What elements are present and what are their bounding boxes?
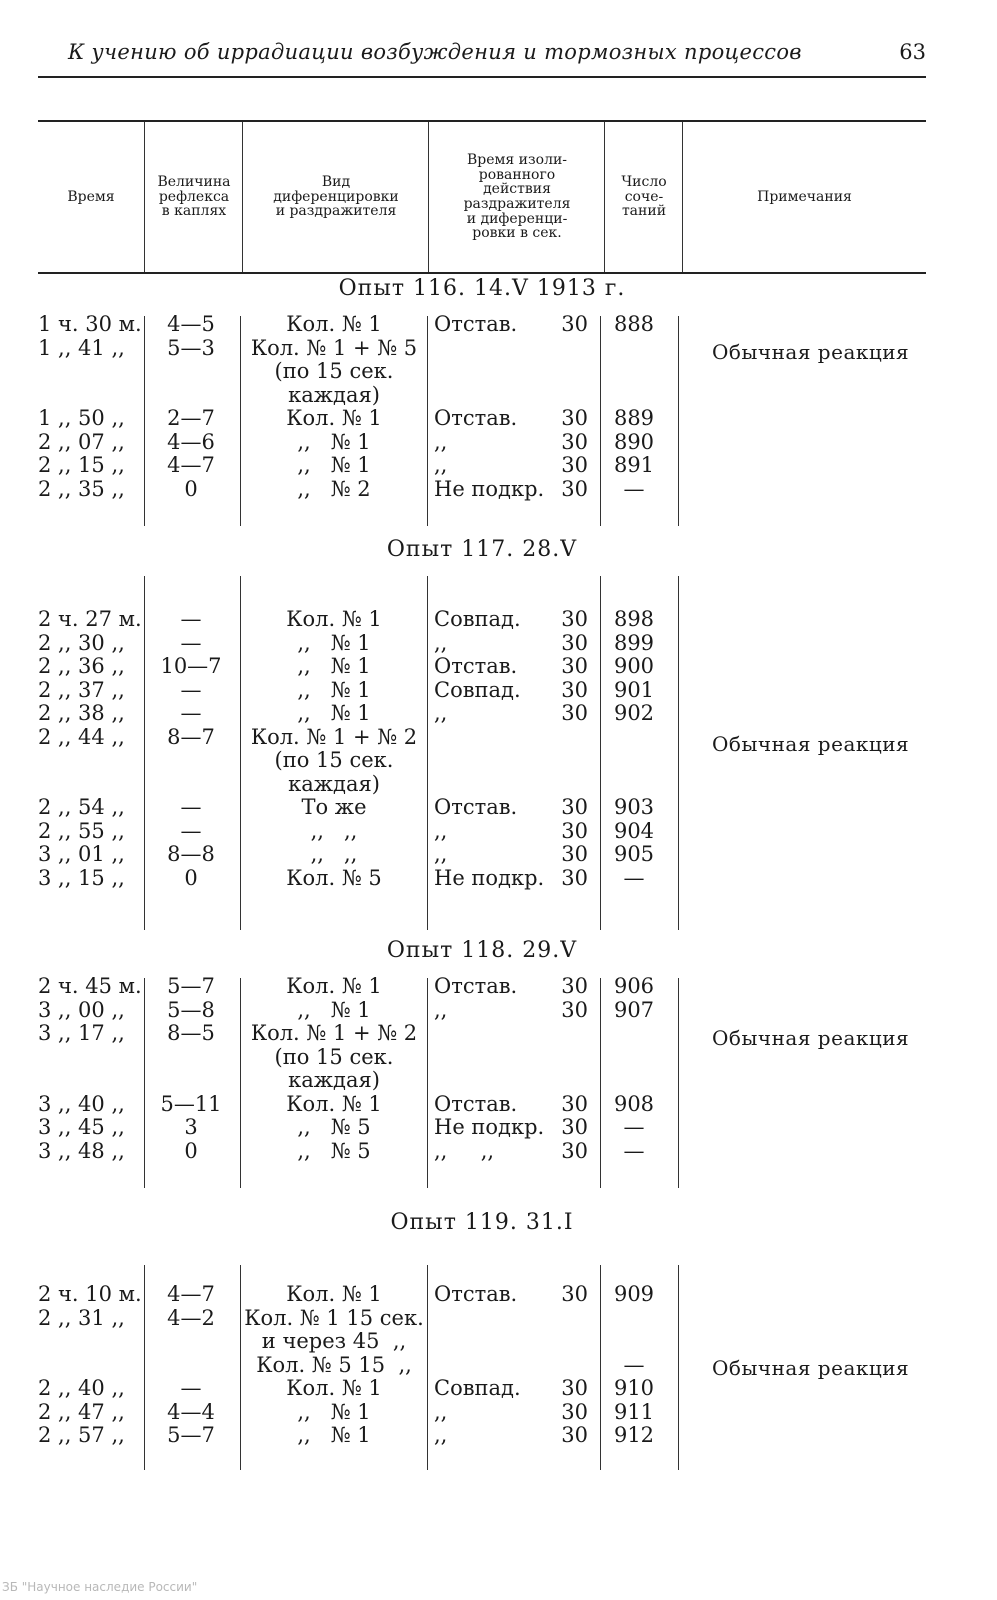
cell-kind: Кол. № 1 (286, 1376, 382, 1400)
column-rule (240, 1265, 241, 1470)
cell-action: ,, (434, 453, 448, 477)
cell-action: ,, (434, 997, 448, 1022)
column-rule (427, 316, 428, 526)
cell-kind: ,, № 1 (297, 630, 371, 655)
cell-secs: 30 (561, 1138, 588, 1163)
cell-action: Отстав. (434, 795, 518, 819)
cell-time: 3 ,, 15 ,, (38, 865, 125, 890)
column-rule (144, 316, 145, 526)
cell-kind: ,, № 2 (297, 476, 371, 501)
cell-time: 3 ,, 40 ,, (38, 1091, 125, 1116)
column-rule (427, 978, 428, 1188)
header-duration: Время изоли- рованного действия раздражителя и диференци- ровки в сек. (463, 151, 571, 242)
experiment-note: Обычная реакция (712, 732, 910, 756)
cell-count: — (623, 1115, 645, 1139)
cell-count: 891 (613, 453, 655, 477)
cell-count: 902 (613, 701, 655, 725)
column-rule (240, 978, 241, 1188)
cell-reflex: 5—7 (167, 974, 215, 998)
cell-reflex: 8—7 (167, 724, 215, 749)
cell-kind: ,, № 1 (297, 677, 371, 702)
cell-count: 904 (613, 818, 655, 843)
cell-action: ,, (434, 429, 448, 454)
cell-time: 2 ,, 57 ,, (38, 1423, 125, 1447)
cell-secs: 30 (561, 429, 588, 454)
cell-action: ,, (434, 842, 448, 866)
cell-kind: ,, № 1 (297, 1423, 371, 1447)
cell-time: 2 ,, 31 ,, (38, 1305, 125, 1330)
cell-action: ,, (434, 701, 448, 725)
cell-secs: 30 (561, 842, 588, 866)
cell-kind: ,, № 1 (297, 654, 371, 678)
cell-time: 2 ,, 37 ,, (38, 677, 125, 702)
cell-reflex: 3 (184, 1115, 198, 1139)
cell-count: 912 (613, 1423, 655, 1447)
cell-secs: 30 (561, 1115, 588, 1139)
cell-time: 3 ,, 48 ,, (38, 1138, 125, 1163)
cell-count: 898 (613, 607, 655, 631)
experiment-title: Опыт 116. 14.V 1913 г. (338, 276, 626, 301)
cell-count: 906 (613, 974, 655, 998)
cell-kind: ,, № 5 (297, 1138, 371, 1163)
column-rule (600, 316, 601, 526)
cell-count: 889 (613, 406, 655, 430)
cell-time: 3 ,, 45 ,, (38, 1115, 125, 1139)
cell-count: 909 (613, 1282, 655, 1306)
cell-reflex: 0 (184, 1138, 198, 1163)
cell-action: ,, (434, 630, 448, 655)
cell-secs: 30 (561, 974, 588, 998)
cell-action: Отстав. (434, 654, 518, 678)
cell-time: 1 ,, 50 ,, (38, 406, 125, 430)
cell-action: ,, (434, 1423, 448, 1447)
cell-kind: Кол. № 1 (286, 312, 382, 336)
cell-reflex: 2—7 (167, 406, 215, 430)
cell-action: Совпад. (434, 677, 521, 702)
cell-secs: 30 (561, 701, 588, 725)
cell-time: 2 ,, 30 ,, (38, 630, 125, 655)
cell-reflex: — (180, 818, 202, 843)
column-rule (427, 1265, 428, 1470)
cell-kind: каждая) (288, 771, 380, 796)
header-reflex: Величина рефлекса в каплях (157, 173, 231, 220)
cell-action: Не подкр. (434, 1115, 545, 1139)
cell-count: 888 (613, 312, 655, 336)
cell-action: Совпад. (434, 607, 521, 631)
running-title: К учению об иррадиации возбуждения и тормозных процессов (68, 40, 802, 64)
cell-time: 2 ,, 55 ,, (38, 818, 125, 843)
cell-action: ,, (434, 818, 448, 843)
cell-reflex: 8—8 (167, 842, 215, 866)
cell-kind: каждая) (288, 382, 380, 407)
cell-kind: Кол. № 1 + № 5 (250, 335, 418, 360)
experiment-title: Опыт 117. 28.V (386, 537, 578, 562)
cell-reflex: 0 (184, 865, 198, 890)
cell-kind: Кол. № 1 (286, 607, 382, 631)
header-notes: Примечания (757, 188, 852, 205)
cell-kind: Кол. № 5 (286, 865, 382, 890)
cell-action: Отстав. (434, 974, 518, 998)
cell-action: ,, (434, 1399, 448, 1424)
experiment-note: Обычная реакция (712, 1356, 910, 1380)
cell-secs: 30 (561, 1399, 588, 1424)
cell-reflex: 0 (184, 476, 198, 501)
cell-kind: ,, ,, (310, 818, 358, 843)
column-rule (600, 978, 601, 1188)
cell-kind: Кол. № 1 + № 2 (250, 1021, 418, 1045)
cell-secs: 30 (561, 312, 588, 336)
cell-count: 908 (613, 1091, 655, 1116)
cell-secs: 30 (561, 630, 588, 655)
column-rule (240, 316, 241, 526)
cell-count: — (623, 865, 645, 890)
cell-count: 899 (613, 630, 655, 655)
cell-action: ,, ,, (434, 1138, 495, 1163)
cell-time: 3 ,, 17 ,, (38, 1021, 125, 1045)
header-count: Число соче- таний (621, 173, 667, 220)
cell-kind: (по 15 сек. (274, 1044, 394, 1069)
cell-time: 2 ч. 10 м. (38, 1282, 142, 1306)
experiment-note: Обычная реакция (712, 1026, 910, 1050)
running-header (38, 36, 926, 78)
cell-action: Отстав. (434, 1091, 518, 1116)
cell-time: 2 ,, 47 ,, (38, 1399, 125, 1424)
cell-kind: ,, № 1 (297, 997, 371, 1022)
cell-action: Отстав. (434, 312, 518, 336)
header-time: Время (67, 188, 115, 205)
cell-time: 1 ,, 41 ,, (38, 335, 125, 360)
cell-kind: ,, № 1 (297, 701, 371, 725)
cell-time: 1 ч. 30 м. (38, 312, 142, 336)
cell-kind: Кол. № 1 (286, 406, 382, 430)
column-rule (600, 1265, 601, 1470)
cell-count: — (623, 1138, 645, 1163)
cell-reflex: 4—7 (167, 1282, 215, 1306)
cell-kind: Кол. № 1 15 сек. (244, 1305, 424, 1330)
cell-reflex: 4—5 (167, 312, 215, 336)
cell-action: Не подкр. (434, 476, 545, 501)
cell-action: Не подкр. (434, 865, 545, 890)
watermark: ЗБ "Научное наследие России" (2, 1580, 198, 1594)
cell-reflex: — (180, 630, 202, 655)
cell-action: Совпад. (434, 1376, 521, 1400)
cell-time: 3 ,, 00 ,, (38, 997, 125, 1022)
cell-time: 2 ,, 44 ,, (38, 724, 125, 749)
cell-kind: Кол. № 1 (286, 974, 382, 998)
cell-time: 2 ,, 38 ,, (38, 701, 125, 725)
cell-count: 910 (613, 1376, 655, 1400)
cell-time: 2 ,, 15 ,, (38, 453, 125, 477)
cell-time: 2 ,, 54 ,, (38, 795, 125, 819)
cell-secs: 30 (561, 1091, 588, 1116)
cell-count: 905 (613, 842, 655, 866)
cell-reflex: 4—2 (167, 1305, 215, 1330)
cell-secs: 30 (561, 654, 588, 678)
cell-kind: Кол. № 5 15 ,, (256, 1352, 412, 1377)
cell-kind: ,, № 5 (297, 1115, 371, 1139)
column-rule (240, 576, 241, 930)
cell-reflex: 5—8 (167, 997, 215, 1022)
cell-reflex: — (180, 701, 202, 725)
cell-kind: Кол. № 1 (286, 1091, 382, 1116)
header-kind: Вид диференцировки и раздражителя (273, 173, 399, 220)
cell-secs: 30 (561, 406, 588, 430)
cell-reflex: — (180, 607, 202, 631)
table-header (38, 120, 926, 274)
cell-reflex: — (180, 1376, 202, 1400)
column-rule (678, 1265, 679, 1470)
cell-secs: 30 (561, 795, 588, 819)
cell-secs: 30 (561, 818, 588, 843)
cell-kind: и через 45 ,, (261, 1329, 407, 1353)
cell-secs: 30 (561, 1282, 588, 1306)
cell-kind: (по 15 сек. (274, 748, 394, 772)
cell-time: 3 ,, 01 ,, (38, 842, 125, 866)
column-rule (144, 978, 145, 1188)
cell-reflex: 5—11 (160, 1091, 222, 1116)
cell-action: Отстав. (434, 1282, 518, 1306)
cell-secs: 30 (561, 997, 588, 1022)
cell-reflex: — (180, 677, 202, 702)
cell-secs: 30 (561, 1376, 588, 1400)
cell-kind: То же (301, 795, 367, 819)
cell-kind: ,, № 1 (297, 1399, 371, 1424)
cell-count: — (623, 476, 645, 501)
cell-count: 911 (613, 1399, 655, 1424)
cell-count: 901 (613, 677, 655, 702)
experiment-title: Опыт 119. 31.I (390, 1210, 574, 1235)
column-rule (144, 576, 145, 930)
cell-kind: каждая) (288, 1068, 380, 1092)
cell-reflex: 5—7 (167, 1423, 215, 1447)
cell-secs: 30 (561, 677, 588, 702)
cell-secs: 30 (561, 1423, 588, 1447)
column-rule (678, 576, 679, 930)
cell-reflex: 5—3 (167, 335, 215, 360)
cell-count: 890 (613, 429, 655, 454)
cell-time: 2 ч. 45 м. (38, 974, 142, 998)
cell-time: 2 ,, 07 ,, (38, 429, 125, 454)
cell-reflex: 4—7 (167, 453, 215, 477)
page-number: 63 (899, 40, 926, 64)
cell-action: Отстав. (434, 406, 518, 430)
column-rule (144, 1265, 145, 1470)
cell-kind: Кол. № 1 + № 2 (250, 724, 418, 749)
cell-secs: 30 (561, 607, 588, 631)
cell-reflex: 10—7 (160, 654, 222, 678)
cell-count: — (623, 1352, 645, 1377)
column-rule (600, 576, 601, 930)
cell-kind: (по 15 сек. (274, 359, 394, 383)
column-rule (427, 576, 428, 930)
cell-kind: ,, № 1 (297, 429, 371, 454)
cell-reflex: 4—4 (167, 1399, 215, 1424)
cell-reflex: 8—5 (167, 1021, 215, 1045)
cell-secs: 30 (561, 865, 588, 890)
cell-time: 2 ч. 27 м. (38, 607, 142, 631)
cell-reflex: 4—6 (167, 429, 215, 454)
cell-count: 900 (613, 654, 655, 678)
column-rule (678, 316, 679, 526)
experiment-note: Обычная реакция (712, 340, 910, 364)
cell-time: 2 ,, 36 ,, (38, 654, 125, 678)
cell-count: 903 (613, 795, 655, 819)
cell-reflex: — (180, 795, 202, 819)
cell-kind: ,, № 1 (297, 453, 371, 477)
experiment-title: Опыт 118. 29.V (386, 938, 578, 963)
cell-time: 2 ,, 35 ,, (38, 476, 125, 501)
cell-count: 907 (613, 997, 655, 1022)
cell-time: 2 ,, 40 ,, (38, 1376, 125, 1400)
cell-kind: Кол. № 1 (286, 1282, 382, 1306)
column-rule (678, 978, 679, 1188)
cell-kind: ,, ,, (310, 842, 358, 866)
cell-secs: 30 (561, 476, 588, 501)
cell-secs: 30 (561, 453, 588, 477)
